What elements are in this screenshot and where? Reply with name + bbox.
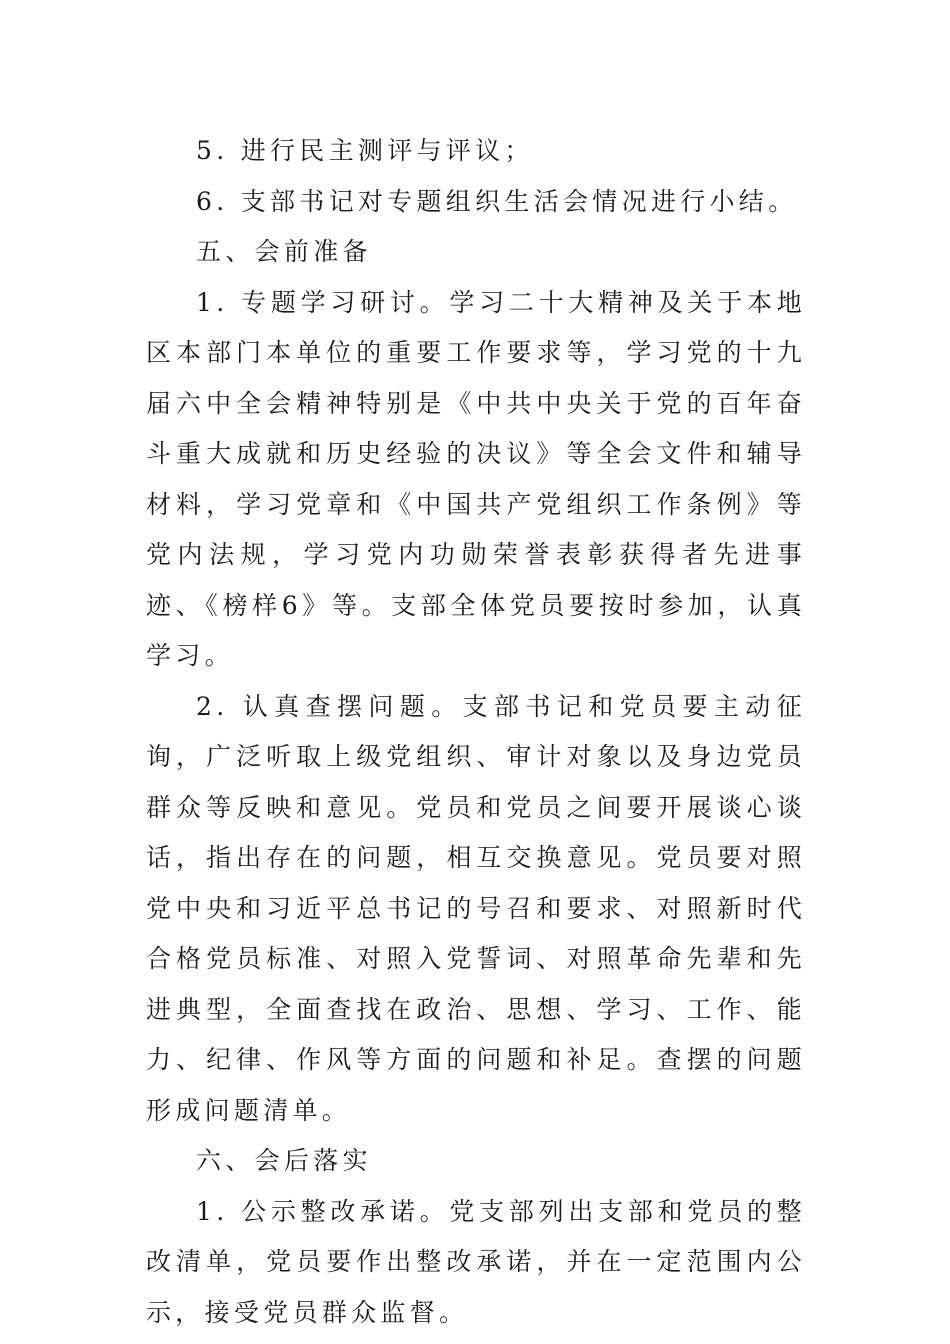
list-item-5: 5. 进行民主测评与评议；: [196, 136, 534, 165]
section-heading-pre-meeting: 五、会前准备: [196, 237, 372, 266]
section-heading-post-meeting: 六、会后落实: [196, 1146, 372, 1175]
paragraph-study: 1. 专题学习研讨。学习二十大精神及关于本地区本部门本单位的重要工作要求等，学习党的十九届六中全会精神特别是《中共中央关于党的百年奋斗重大成就和历史经验的决议》等全会文件和辅导材料，学习党章和《中国共产党组织工作条例》等党内法规，学习党内功勋荣誉表彰获得者先进事迹、《榜样6》等。支部全体党员要按时参加，认真学习。: [146, 287, 806, 670]
document-body: [146, 126, 806, 1338]
list-item-6: 6. 支部书记对专题组织生活会情况进行小结。: [196, 186, 798, 216]
paragraph-problems: 2. 认真查摆问题。支部书记和党员要主动征询，广泛听取上级党组织、审计对象以及身边党员群众等反映和意见。党员和党员之间要开展谈心谈话，指出存在的问题，相互交换意见。党员要对照党中央和习近平总书记的号召和要求、对照新时代合格党员标准、对照入党誓词、对照革命先辈和先进典型，全面查找在政治、思想、学习、工作、能力、纪律、作风等方面的问题和补足。查摆的问题形成问题清单。: [146, 691, 806, 1125]
paragraph-rectification: 1. 公示整改承诺。党支部列出支部和党员的整改清单，党员要作出整改承诺，并在一定范围内公示，接受党员群众监督。: [146, 1196, 806, 1327]
